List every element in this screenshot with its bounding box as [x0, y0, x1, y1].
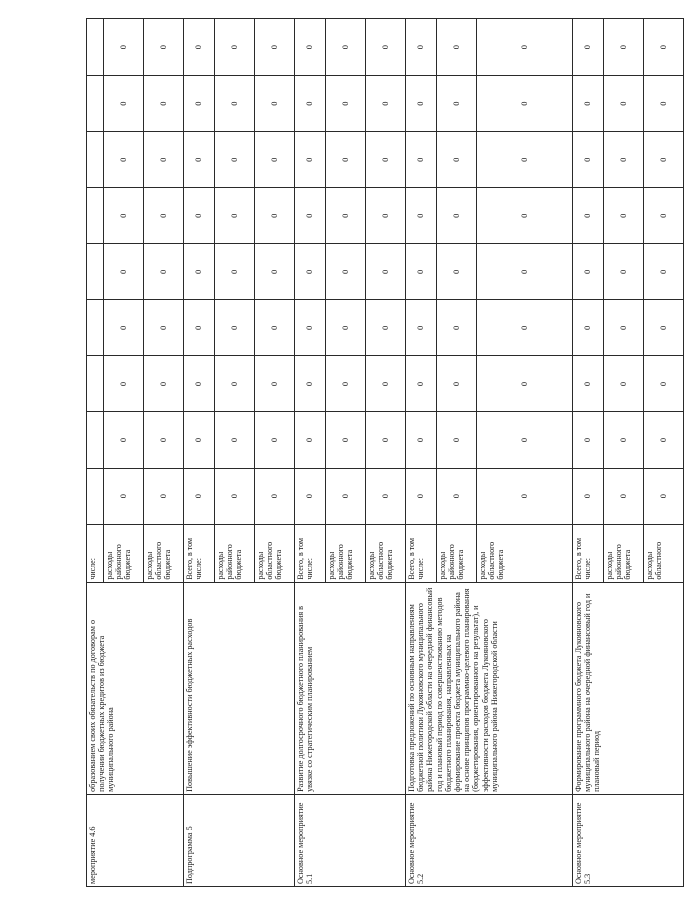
funding-source-cell: Всего, в том числе: — [573, 524, 604, 582]
value-cell: 0 — [477, 19, 573, 76]
value-cell: 0 — [437, 19, 477, 76]
value-cell: 0 — [437, 356, 477, 412]
value-cell: 0 — [215, 188, 255, 244]
funding-source-cell: Всего, в том числе: — [295, 524, 326, 582]
value-cell: 0 — [104, 468, 144, 524]
value-cell — [87, 356, 104, 412]
value-cell: 0 — [573, 76, 604, 132]
value-cell: 0 — [144, 19, 184, 76]
value-cell: 0 — [406, 188, 437, 244]
value-cell — [87, 244, 104, 300]
value-cell: 0 — [366, 188, 406, 244]
description-cell: образованием своих обязательств по договорам о получении бюджетных кредитов из бюджета муниципального района — [87, 582, 184, 794]
value-cell: 0 — [604, 300, 644, 356]
table-row — [295, 19, 326, 887]
value-cell: 0 — [644, 132, 684, 188]
value-cell: 0 — [215, 132, 255, 188]
funding-source-cell: Всего, в том числе: — [406, 524, 437, 582]
value-cell: 0 — [255, 468, 295, 524]
table-row — [406, 19, 437, 887]
value-cell: 0 — [295, 132, 326, 188]
value-cell: 0 — [604, 244, 644, 300]
value-cell: 0 — [215, 356, 255, 412]
value-cell — [87, 76, 104, 132]
value-cell: 0 — [104, 188, 144, 244]
value-cell: 0 — [406, 356, 437, 412]
value-cell: 0 — [184, 19, 215, 76]
value-cell: 0 — [437, 244, 477, 300]
value-cell: 0 — [215, 300, 255, 356]
description-cell: Повышение эффективности бюджетных расходов — [184, 582, 295, 794]
value-cell: 0 — [295, 188, 326, 244]
value-cell: 0 — [644, 76, 684, 132]
value-cell: 0 — [604, 76, 644, 132]
measure-cell: мероприятие 4.6 — [87, 794, 184, 886]
value-cell: 0 — [604, 356, 644, 412]
value-cell: 0 — [144, 76, 184, 132]
value-cell: 0 — [144, 132, 184, 188]
value-cell: 0 — [406, 244, 437, 300]
value-cell: 0 — [604, 412, 644, 468]
value-cell: 0 — [144, 188, 184, 244]
value-cell — [87, 468, 104, 524]
description-cell: Подготовка предложений по основным направлениям бюджетной политики Лукояновского муниципального района Нижегородской области на очередной финансовый год и плановый период по совершенствованию методов бюджетного планирования, направленных на формирование проекта бюджета муниципального района на основе принципов программно-целевого планирования (бюджетирования, ориентированного на результат), и эффективности расходов бюджета Лукояновского муниципального района Нижегородской области — [406, 582, 573, 794]
value-cell: 0 — [366, 244, 406, 300]
value-cell — [87, 412, 104, 468]
measure-cell: Основное мероприятие 5.2 — [406, 794, 573, 886]
value-cell: 0 — [366, 19, 406, 76]
measure-cell: Основное мероприятие 5.1 — [295, 794, 406, 886]
value-cell — [87, 19, 104, 76]
value-cell: 0 — [366, 300, 406, 356]
value-cell: 0 — [184, 76, 215, 132]
value-cell: 0 — [366, 132, 406, 188]
value-cell: 0 — [144, 412, 184, 468]
value-cell: 0 — [573, 468, 604, 524]
measure-cell: Подпрограмма 5 — [184, 794, 295, 886]
value-cell: 0 — [184, 188, 215, 244]
funding-source-cell: расходы районного бюджета — [604, 524, 644, 582]
table-row — [87, 19, 104, 887]
value-cell: 0 — [295, 300, 326, 356]
value-cell: 0 — [104, 76, 144, 132]
value-cell: 0 — [184, 244, 215, 300]
value-cell: 0 — [437, 412, 477, 468]
value-cell — [87, 300, 104, 356]
value-cell: 0 — [477, 244, 573, 300]
value-cell: 0 — [215, 19, 255, 76]
funding-source-cell: числе: — [87, 524, 104, 582]
value-cell: 0 — [406, 132, 437, 188]
value-cell: 0 — [406, 19, 437, 76]
value-cell: 0 — [573, 19, 604, 76]
value-cell: 0 — [477, 468, 573, 524]
value-cell: 0 — [184, 412, 215, 468]
value-cell: 0 — [326, 19, 366, 76]
value-cell: 0 — [326, 132, 366, 188]
value-cell: 0 — [295, 356, 326, 412]
value-cell: 0 — [644, 244, 684, 300]
funding-source-cell: расходы районного бюджета — [104, 524, 144, 582]
value-cell: 0 — [215, 76, 255, 132]
value-cell: 0 — [644, 356, 684, 412]
value-cell: 0 — [573, 412, 604, 468]
value-cell: 0 — [406, 76, 437, 132]
value-cell: 0 — [644, 188, 684, 244]
value-cell: 0 — [326, 356, 366, 412]
value-cell: 0 — [406, 300, 437, 356]
funding-source-cell: расходы областного — [644, 524, 684, 582]
value-cell: 0 — [573, 188, 604, 244]
table-row — [573, 19, 604, 887]
value-cell: 0 — [477, 76, 573, 132]
funding-source-cell: расходы областного бюджета — [255, 524, 295, 582]
value-cell: 0 — [184, 356, 215, 412]
funding-source-cell: Всего, в том числе: — [184, 524, 215, 582]
value-cell: 0 — [437, 188, 477, 244]
funding-source-cell: расходы областного бюджета — [477, 524, 573, 582]
description-cell: Развитие долгосрочного бюджетного планирования в увязке со стратегическим планированием — [295, 582, 406, 794]
description-cell: Формирование программного бюджета Лукояновского муниципального района на очередной финансовый год и плановый период — [573, 582, 684, 794]
value-cell: 0 — [255, 300, 295, 356]
value-cell: 0 — [104, 356, 144, 412]
value-cell: 0 — [437, 468, 477, 524]
funding-source-cell: расходы районного бюджета — [326, 524, 366, 582]
value-cell: 0 — [326, 412, 366, 468]
value-cell: 0 — [295, 19, 326, 76]
value-cell: 0 — [104, 300, 144, 356]
value-cell: 0 — [295, 412, 326, 468]
table-row — [184, 19, 215, 887]
value-cell: 0 — [144, 468, 184, 524]
measure-cell: Основное мероприятие 5.3 — [573, 794, 684, 886]
value-cell: 0 — [326, 244, 366, 300]
value-cell: 0 — [573, 132, 604, 188]
value-cell: 0 — [604, 19, 644, 76]
value-cell: 0 — [644, 19, 684, 76]
value-cell: 0 — [406, 468, 437, 524]
value-cell: 0 — [326, 468, 366, 524]
value-cell: 0 — [215, 468, 255, 524]
value-cell: 0 — [573, 300, 604, 356]
value-cell: 0 — [644, 412, 684, 468]
value-cell: 0 — [477, 132, 573, 188]
value-cell: 0 — [604, 468, 644, 524]
value-cell: 0 — [215, 412, 255, 468]
value-cell: 0 — [144, 300, 184, 356]
value-cell: 0 — [437, 76, 477, 132]
value-cell: 0 — [437, 300, 477, 356]
value-cell: 0 — [437, 132, 477, 188]
value-cell: 0 — [366, 76, 406, 132]
value-cell: 0 — [326, 188, 366, 244]
funding-source-cell: расходы областного бюджета — [144, 524, 184, 582]
value-cell: 0 — [477, 188, 573, 244]
value-cell: 0 — [255, 132, 295, 188]
value-cell: 0 — [477, 412, 573, 468]
value-cell: 0 — [104, 132, 144, 188]
value-cell: 0 — [255, 244, 295, 300]
value-cell: 0 — [604, 188, 644, 244]
value-cell: 0 — [644, 300, 684, 356]
funding-source-cell: расходы районного бюджета — [215, 524, 255, 582]
value-cell — [87, 132, 104, 188]
value-cell: 0 — [255, 412, 295, 468]
table-body — [87, 19, 684, 887]
value-cell — [87, 188, 104, 244]
value-cell: 0 — [255, 188, 295, 244]
value-cell: 0 — [295, 468, 326, 524]
value-cell: 0 — [255, 76, 295, 132]
value-cell: 0 — [366, 468, 406, 524]
value-cell: 0 — [477, 356, 573, 412]
budget-table — [86, 18, 684, 887]
funding-source-cell: расходы районного бюджета — [437, 524, 477, 582]
value-cell: 0 — [104, 244, 144, 300]
value-cell: 0 — [184, 468, 215, 524]
value-cell: 0 — [366, 412, 406, 468]
value-cell: 0 — [573, 356, 604, 412]
value-cell: 0 — [406, 412, 437, 468]
value-cell: 0 — [144, 356, 184, 412]
value-cell: 0 — [295, 76, 326, 132]
value-cell: 0 — [326, 76, 366, 132]
value-cell: 0 — [104, 19, 144, 76]
value-cell: 0 — [184, 132, 215, 188]
value-cell: 0 — [326, 300, 366, 356]
value-cell: 0 — [604, 132, 644, 188]
value-cell: 0 — [295, 244, 326, 300]
value-cell: 0 — [366, 356, 406, 412]
funding-source-cell: расходы областного бюджета — [366, 524, 406, 582]
value-cell: 0 — [184, 300, 215, 356]
value-cell: 0 — [104, 412, 144, 468]
value-cell: 0 — [144, 244, 184, 300]
value-cell: 0 — [644, 468, 684, 524]
value-cell: 0 — [477, 300, 573, 356]
value-cell: 0 — [215, 244, 255, 300]
value-cell: 0 — [573, 244, 604, 300]
value-cell: 0 — [255, 19, 295, 76]
value-cell: 0 — [255, 356, 295, 412]
